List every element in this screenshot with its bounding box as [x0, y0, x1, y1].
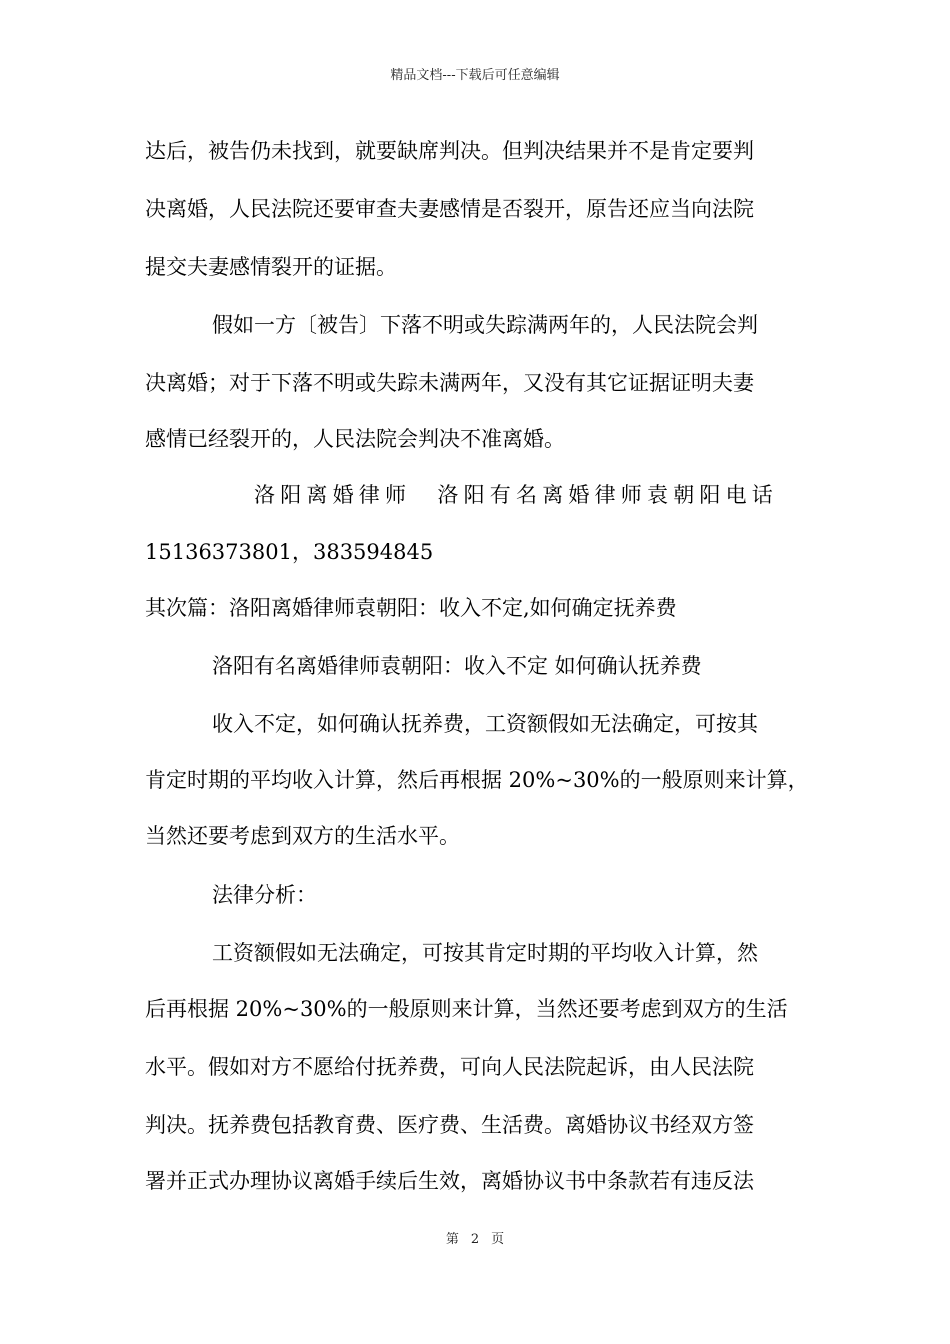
body-line: 洛阳离婚律师 洛阳有名离婚律师袁朝阳电话 [254, 483, 778, 507]
body-line: 提交夫妻感情裂开的证据。 [145, 255, 397, 279]
subheading: 法律分析： [212, 883, 317, 907]
page-header: 精品文档---下载后可任意编辑 [390, 68, 560, 83]
footer-prefix: 第 [445, 1232, 459, 1247]
body-line: 工资额假如无法确定，可按其肯定时期的平均收入计算，然 [212, 941, 758, 965]
body-line: 达后，被告仍未找到，就要缺席判决。但判决结果并不是肯定要判 [145, 139, 754, 163]
body-line: 水平。假如对方不愿给付抚养费，可向人民法院起诉，由人民法院 [145, 1055, 754, 1079]
section-title: 其次篇：洛阳离婚律师袁朝阳：收入不定,如何确定抚养费 [145, 596, 677, 620]
body-line: 15136373801，383594845 [145, 540, 434, 564]
body-line: 判决。抚养费包括教育费、医疗费、生活费。离婚协议书经双方签 [145, 1113, 754, 1137]
body-line: 感情已经裂开的，人民法院会判决不准离婚。 [145, 427, 565, 451]
page-footer [0, 1228, 950, 1247]
body-line: 署并正式办理协议离婚手续后生效，离婚协议书中条款若有违反法 [145, 1169, 754, 1193]
body-line: 收入不定，如何确认抚养费，工资额假如无法确定，可按其 [212, 712, 758, 736]
footer-suffix: 页 [491, 1232, 505, 1247]
body-line: 假如一方〔被告〕下落不明或失踪满两年的，人民法院会判 [212, 313, 758, 337]
body-line: 洛阳有名离婚律师袁朝阳：收入不定 如何确认抚养费 [212, 654, 702, 678]
body-line: 当然还要考虑到双方的生活水平。 [145, 824, 460, 848]
body-line: 决离婚，人民法院还要审查夫妻感情是否裂开，原告还应当向法院 [145, 197, 754, 221]
body-line: 后再根据 20%~30%的一般原则来计算，当然还要考虑到双方的生活 [145, 997, 788, 1021]
body-line: 肯定时期的平均收入计算，然后再根据 20%~30%的一般原则来计算， [145, 768, 809, 792]
body-line: 决离婚；对于下落不明或失踪未满两年，又没有其它证据证明夫妻 [145, 371, 754, 395]
page-number: 2 [470, 1232, 480, 1247]
